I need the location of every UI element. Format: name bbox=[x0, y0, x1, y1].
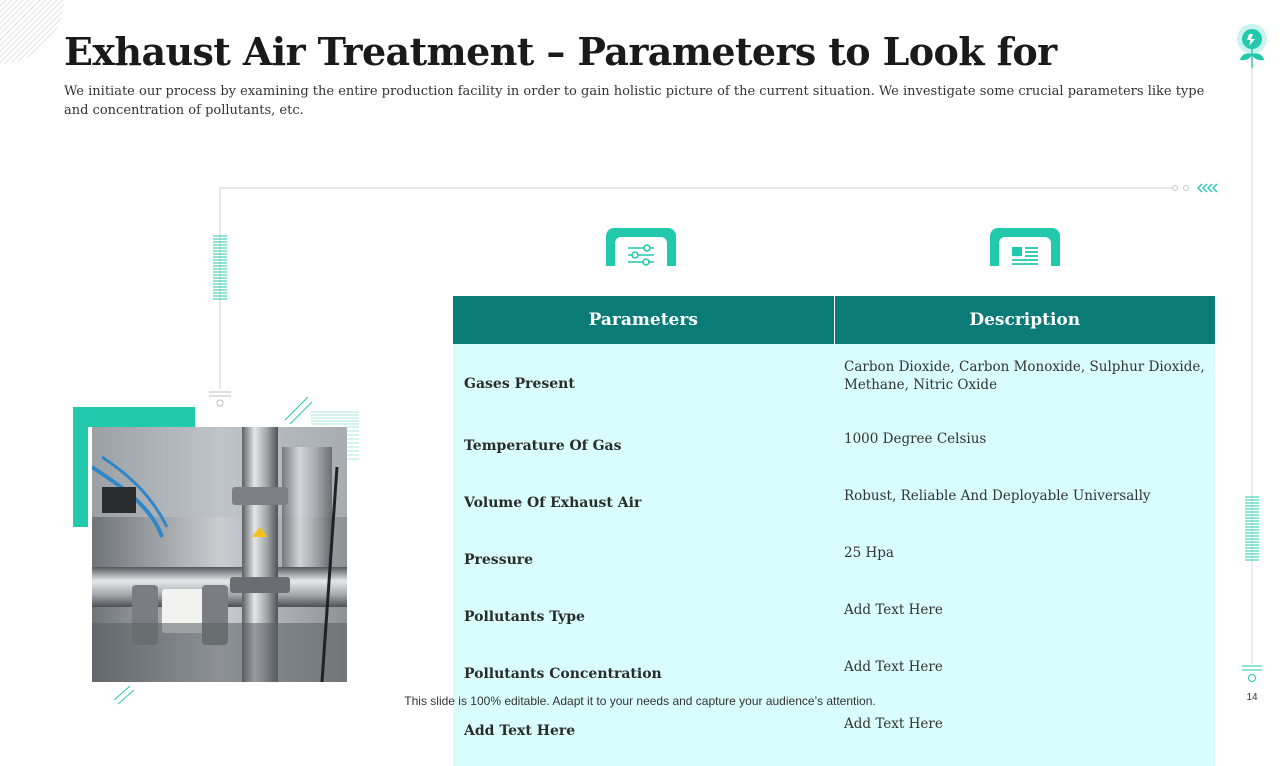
table-row bbox=[453, 481, 1215, 538]
table-row bbox=[453, 344, 1215, 424]
table-row bbox=[453, 538, 1215, 595]
page-number: 14 bbox=[1246, 692, 1258, 703]
table-row bbox=[453, 709, 1215, 766]
description-cell: Add Text Here bbox=[834, 709, 1215, 766]
description-cell: 25 Hpa bbox=[834, 538, 1215, 595]
parameter-cell: Pressure bbox=[453, 538, 834, 595]
description-cell: Carbon Dioxide, Carbon Monoxide, Sulphur Dioxide, Methane, Nitric Oxide bbox=[834, 344, 1215, 424]
footer-note: This slide is 100% editable. Adapt it to your needs and capture your audience’s attention. bbox=[404, 694, 876, 708]
table-header-row bbox=[453, 296, 1215, 344]
industrial-piping-photo bbox=[92, 427, 347, 682]
parameter-cell: Pollutants Concentration bbox=[453, 652, 834, 709]
parameter-cell: Gases Present bbox=[453, 344, 834, 424]
description-cell: Add Text Here bbox=[834, 652, 1215, 709]
parameter-cell: Add Text Here bbox=[453, 709, 834, 766]
description-icon-tab bbox=[990, 228, 1060, 266]
column-header-parameters: Parameters bbox=[453, 296, 834, 344]
parameters-icon-tab bbox=[606, 228, 676, 266]
description-cell: Add Text Here bbox=[834, 595, 1215, 652]
description-cell: 1000 Degree Celsius bbox=[834, 424, 1215, 481]
slide-title: Exhaust Air Treatment – Parameters to Look for bbox=[64, 29, 1057, 74]
parameter-cell: Pollutants Type bbox=[453, 595, 834, 652]
parameter-cell: Temperature Of Gas bbox=[453, 424, 834, 481]
table-row bbox=[453, 424, 1215, 481]
slide-subtitle: We initiate our process by examining the entire production facility in order to gain holistic picture of the current situation. We investigate some crucial parameters like type and concentration of pollutants, etc. bbox=[64, 84, 1205, 118]
column-header-description: Description bbox=[834, 296, 1215, 344]
lightbulb-flower-icon bbox=[1232, 22, 1272, 70]
sliders-icon bbox=[622, 242, 660, 268]
document-icon bbox=[1006, 242, 1044, 268]
parameter-cell: Volume Of Exhaust Air bbox=[453, 481, 834, 538]
description-cell: Robust, Reliable And Deployable Universally bbox=[834, 481, 1215, 538]
table-row bbox=[453, 595, 1215, 652]
